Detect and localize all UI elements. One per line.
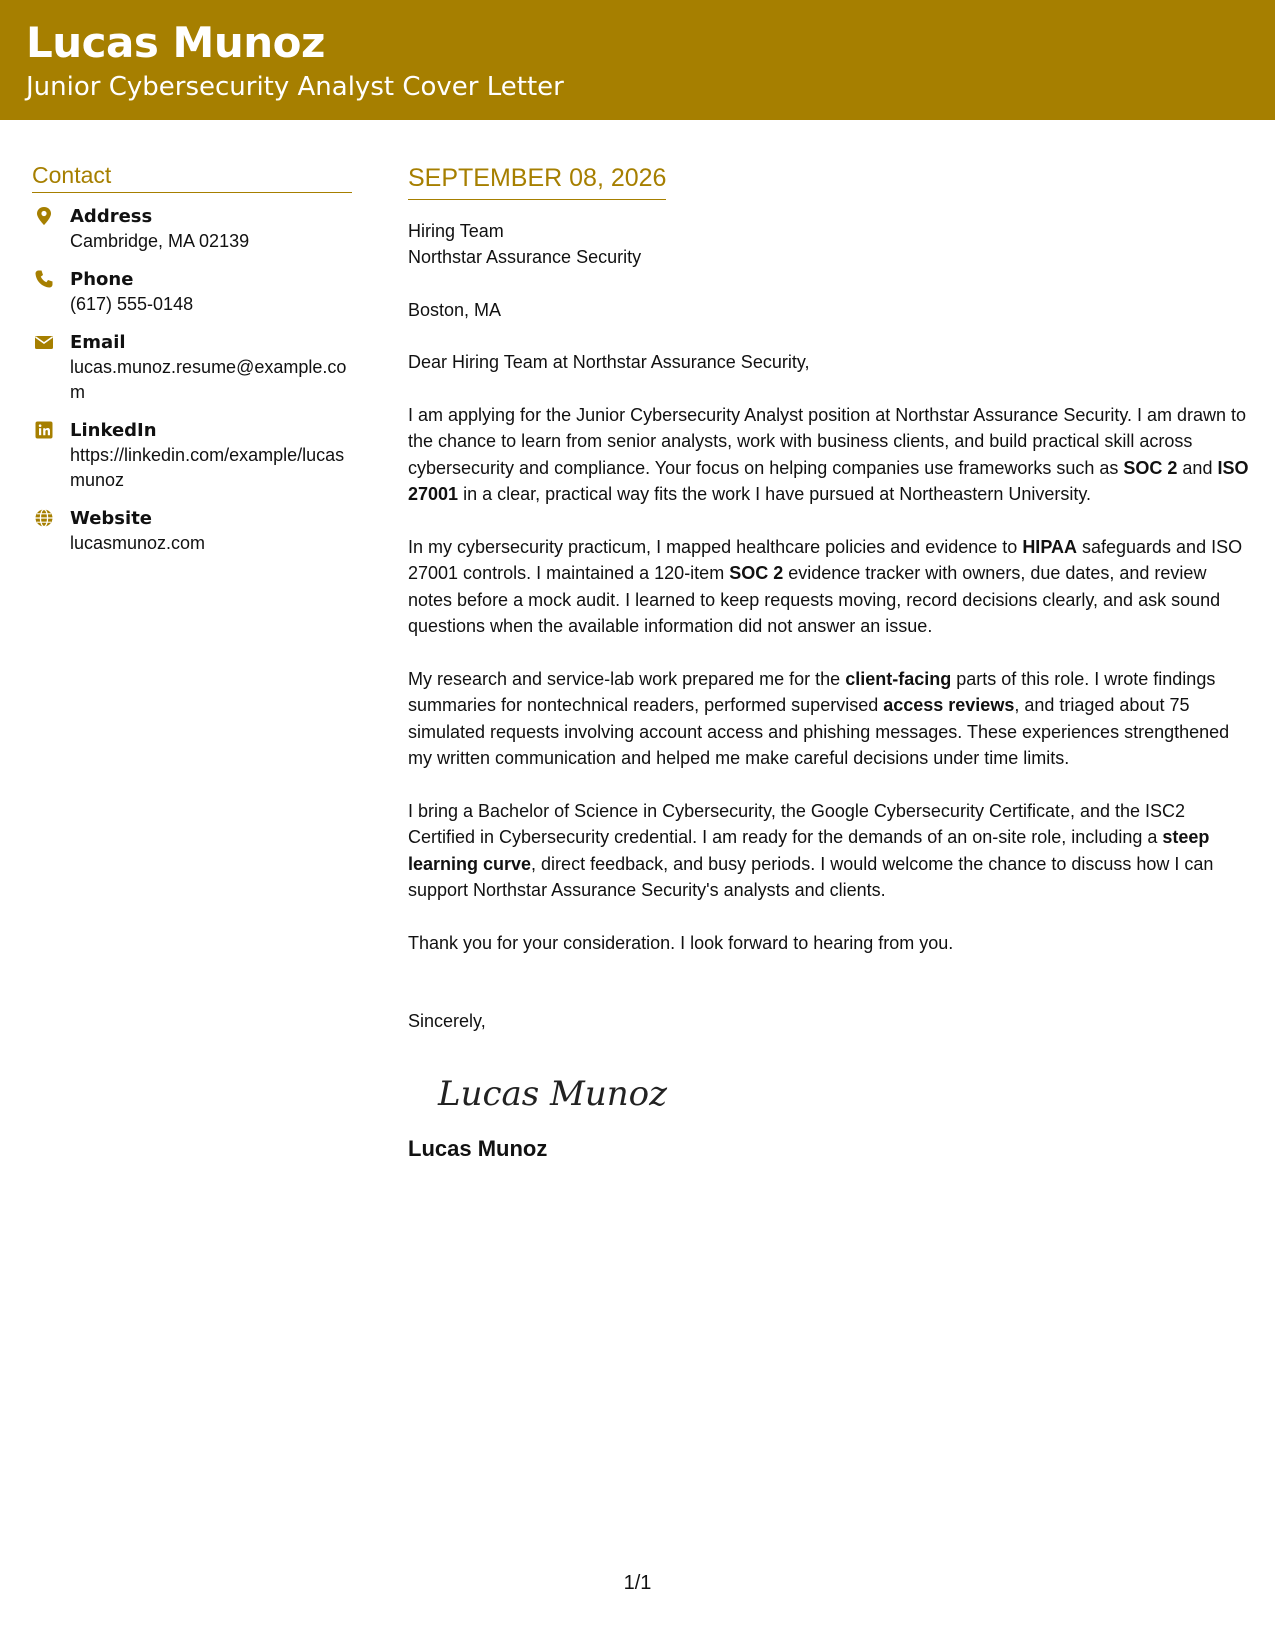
paragraph: I am applying for the Junior Cybersecurity Analyst position at Northstar Assurance Security. I am drawn to the chance to learn from senior analysts, work with business clients, and build practical skill across cybersecurity and compliance. Your focus on helping companies use frameworks such as SOC 2 and ISO 27001 in a clear, practical way fits the work I have pursued at Northeastern University. <box>408 404 1249 504</box>
contact-sidebar <box>32 163 352 570</box>
letter-date: SEPTEMBER 08, 2026 <box>408 165 666 200</box>
paragraph: Thank you for your consideration. I look forward to hearing from you. <box>408 932 954 953</box>
contact-value: (617) 555-0148 <box>70 294 194 315</box>
envelope-icon <box>34 332 54 352</box>
emphasis-term: ISO 27001 <box>408 457 1249 504</box>
document-subtitle: Junior Cybersecurity Analyst Cover Letter <box>26 72 564 102</box>
contact-label: Phone <box>70 269 134 291</box>
contact-address <box>32 205 352 254</box>
paragraph: My research and service-lab work prepared me for the client-facing parts of this role. I wrote findings summaries for nontechnical readers, performed supervised access reviews, and triaged about 75 simulated requests involving account access and phishing messages. These experiences strengthened my written communication and helped me make careful decisions under time limits. <box>408 668 1230 768</box>
recipient-line: Hiring Team <box>408 220 504 241</box>
salutation: Dear Hiring Team at Northstar Assurance Security, <box>408 352 810 372</box>
contact-phone <box>32 268 352 317</box>
contact-value[interactable]: https://linkedin.com/example/lucasmunoz <box>70 445 345 491</box>
map-pin-icon <box>34 206 54 226</box>
linkedin-icon <box>34 420 54 440</box>
paragraph: In my cybersecurity practicum, I mapped healthcare policies and evidence to HIPAA safeguards and ISO 27001 controls. I maintained a 120-item SOC 2 evidence tracker with owners, due dates, and review notes before a mock audit. I learned to keep requests moving, record decisions clearly, and ask sound questions when the available information did not answer an issue. <box>408 536 1243 636</box>
page-number: 1/1 <box>623 1572 652 1594</box>
emphasis-term: SOC 2 <box>1123 457 1178 478</box>
applicant-name: Lucas Munoz <box>26 18 325 67</box>
signature <box>434 1061 674 1121</box>
emphasis-term: steep learning curve <box>408 827 1210 874</box>
contact-value: lucas.munoz.resume@example.com <box>70 357 347 403</box>
contact-linkedin <box>32 419 352 493</box>
contact-label: Address <box>70 206 153 228</box>
contact-label: LinkedIn <box>70 420 157 442</box>
emphasis-term: client-facing <box>845 668 952 689</box>
phone-icon <box>34 269 54 289</box>
contact-email <box>32 331 352 405</box>
signed-name: Lucas Munoz <box>408 1135 548 1161</box>
emphasis-term: HIPAA <box>1022 536 1077 557</box>
contact-website <box>32 507 352 556</box>
recipient-company: Northstar Assurance Security <box>408 247 642 267</box>
contact-label: Email <box>70 332 126 354</box>
contact-value: Cambridge, MA 02139 <box>70 231 250 252</box>
globe-icon <box>34 508 54 528</box>
contact-label: Website <box>70 508 153 530</box>
letter-body <box>408 165 1253 1162</box>
closing: Sincerely, <box>408 1011 486 1031</box>
recipient-location: Boston, MA <box>408 299 502 320</box>
header-banner <box>0 0 1275 120</box>
emphasis-term: access reviews <box>883 695 1015 715</box>
signature-text: Lucas Munoz <box>438 1073 668 1114</box>
paragraph: I bring a Bachelor of Science in Cybersecurity, the Google Cybersecurity Certificate, and the ISC2 Certified in Cybersecurity credential. I am ready for the demands of an on-site role, including a steep learning curve, direct feedback, and busy periods. I would welcome the chance to discuss how I can support Northstar Assurance Security's analysts and clients. <box>408 800 1214 900</box>
contact-value[interactable]: lucasmunoz.com <box>70 533 206 554</box>
contact-title: Contact <box>32 163 352 193</box>
emphasis-term: SOC 2 <box>729 563 784 583</box>
